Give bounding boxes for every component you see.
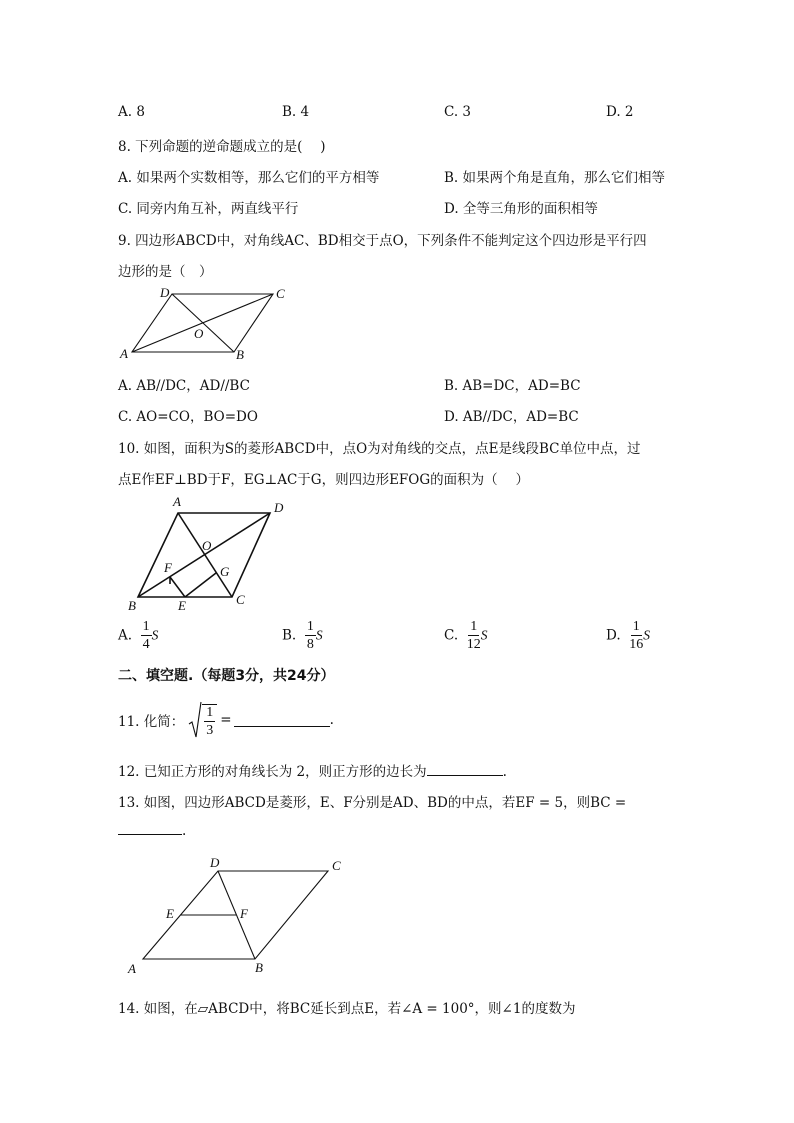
sqrt-sign-icon — [188, 700, 202, 740]
q10-label-c: C — [236, 592, 245, 607]
q7-option-c: C. 3 — [444, 104, 472, 120]
q10-label-e: E — [178, 598, 186, 613]
q11-prefix: 11. 化简： — [118, 714, 185, 730]
q7-option-d: D. 2 — [606, 104, 634, 120]
q10-label-g: G — [220, 564, 230, 579]
q10-diagonal-ac — [178, 513, 232, 597]
q9-option-d: D. AB//DC，AD=BC — [444, 409, 579, 425]
q12-answer-blank — [427, 763, 503, 776]
q9-label-b: B — [236, 347, 244, 362]
q10-segment-ef — [170, 577, 185, 597]
q9-stem-line2: 边形的是（ ） — [118, 264, 213, 280]
q13-label-c: C — [332, 858, 341, 873]
q10-stem-line1: 10. 如图，面积为S的菱形ABCD中，点O为对角线的交点，点E是线段BC单位中点，过 — [118, 441, 641, 457]
q10-label-o: O — [202, 538, 212, 553]
q10-option-a: A. $\frac{1}{4}$ S — [118, 619, 159, 652]
q10-segment-eg — [185, 573, 216, 597]
q12: 12. 已知正方形的对角线长为 2，则正方形的边长为 . — [118, 764, 507, 780]
q8-option-d: D. 全等三角形的面积相等 — [444, 201, 598, 217]
q9-option-c: C. AO=CO，BO=DO — [118, 409, 258, 425]
q10-label-f: F — [164, 560, 172, 575]
q13-line2: . — [118, 822, 186, 839]
q11: 11. 化简： $\frac{1}{3}$ = . — [118, 700, 334, 740]
q10-option-b: B. $\frac{1}{8}$ S — [282, 619, 323, 652]
q13-label-f: F — [240, 906, 248, 921]
q10-label-b: B — [128, 598, 136, 613]
q9-label-a: A — [120, 346, 128, 361]
q8-option-b: B. 如果两个角是直角，那么它们相等 — [444, 170, 666, 186]
q13-label-b: B — [255, 960, 263, 975]
section-2-title: 二、填空题.（每题3分，共24分） — [118, 668, 335, 684]
q10-label-d: D — [274, 500, 284, 515]
q7-option-a: A. 8 — [118, 104, 145, 120]
q13-label-a: A — [128, 961, 136, 976]
q13-stem-line1: 13. 如图，四边形ABCD是菱形，E、F分别是AD、BD的中点，若EF = 5，则BC = — [118, 795, 627, 811]
q10-option-d: D. $\frac{1}{16}$ S — [606, 619, 650, 652]
q14-stem: 14. 如图，在▱ABCD中，将BC延长到点E，若∠A = 100°，则∠1的度数为 — [118, 1001, 576, 1017]
q9-label-o: O — [194, 326, 204, 341]
q7-option-b: B. 4 — [282, 104, 310, 120]
q11-answer-blank — [234, 714, 330, 727]
q9-option-a: A. AB//DC，AD//BC — [118, 378, 250, 394]
q10-rhombus-figure — [118, 492, 298, 616]
q9-label-c: C — [276, 286, 285, 301]
q13-label-d: D — [210, 855, 220, 870]
q13-answer-blank — [118, 822, 182, 835]
q9-stem-line1: 9. 四边形ABCD中，对角线AC、BD相交于点O，下列条件不能判定这个四边形是平行四 — [118, 233, 647, 249]
q8-option-c: C. 同旁内角互补，两直线平行 — [118, 201, 299, 217]
q13-label-e: E — [166, 906, 174, 921]
q10-stem-line2: 点E作EF⊥BD于F，EG⊥AC于G，则四边形EFOG的面积为（ ） — [118, 472, 529, 488]
q8-stem: 8. 下列命题的逆命题成立的是( ) — [118, 139, 326, 155]
q10-label-a: A — [173, 494, 181, 509]
q9-option-b: B. AB=DC，AD=BC — [444, 378, 581, 394]
q9-label-d: D — [160, 285, 170, 300]
q9-parallelogram-figure — [110, 283, 310, 365]
q13-rhombus-figure — [118, 852, 358, 980]
q8-option-a: A. 如果两个实数相等，那么它们的平方相等 — [118, 170, 380, 186]
q9-diagonal-bd — [172, 294, 234, 352]
q10-option-c: C. $\frac{1}{12}$ S — [444, 619, 488, 652]
